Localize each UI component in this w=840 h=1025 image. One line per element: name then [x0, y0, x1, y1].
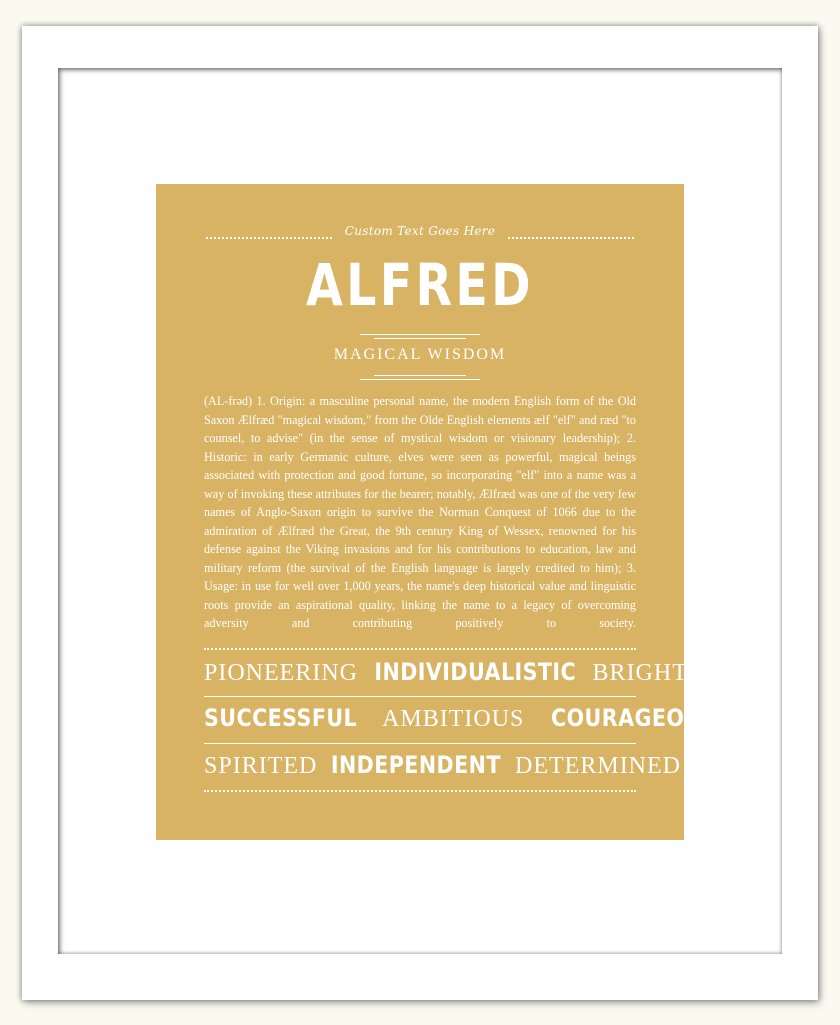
- name-title: ALFRED: [306, 251, 534, 319]
- tagline: Custom Text Goes Here: [344, 224, 496, 238]
- trait-word: PIONEERING: [204, 660, 358, 686]
- trait-word: INDIVIDUALISTIC: [374, 658, 577, 686]
- trait-separator: [204, 696, 636, 697]
- trait-word: COURAGEOUS: [551, 704, 718, 732]
- trait-row: [204, 751, 682, 791]
- name-meaning: MAGICAL WISDOM: [333, 346, 507, 363]
- trait-separator: [204, 743, 636, 744]
- trait-word: SUCCESSFUL: [204, 704, 358, 732]
- trait-row: [204, 658, 688, 698]
- trait-word: DETERMINED: [515, 753, 682, 779]
- trait-word: SPIRITED: [204, 753, 318, 779]
- name-print: [156, 184, 718, 840]
- rule-upper-2: [374, 338, 466, 339]
- rule-lower-1: [374, 375, 466, 376]
- rule-upper-1: [360, 334, 480, 335]
- rule-lower-2: [360, 379, 480, 380]
- dotted-divider-traits-top: [204, 648, 636, 650]
- trait-row: [204, 704, 718, 744]
- trait-word: BRIGHT: [592, 660, 688, 686]
- name-definition: (AL-frəd) 1. Origin: a masculine personal name, the modern English form of the Old Saxon Ælfræd "magical wisdom," from the Olde English elements ælf "elf" and ræd "to counsel, to advise" (in the sense of mystical wisdom or visionary leadership); 2. Historic: in early Germanic culture, elves were seen as powerful, magical beings associated with protection and good fortune, so incorporating "elf" into a name was a way of invoking these attributes for the bearer; notably, Ælfræd was one of the very few names of Anglo-Saxon origin to survive the Norman Conquest of 1066 due to the admiration of Ælfræd the Great, the 9th century King of Wessex, renowned for his defense against the Viking invasions and for his contributions to education, law and military reform (the survival of the English language is largely credited to him); 3. Usage: in use for well over 1,000 years, the name's deep historical value and linguistic roots provide an aspirational quality, linking the name to a legacy of overcoming adversity and contributing positively to society.: [204, 394, 636, 630]
- trait-word: AMBITIOUS: [382, 706, 525, 732]
- dotted-divider-right: [508, 237, 634, 239]
- trait-word: INDEPENDENT: [331, 751, 502, 779]
- dotted-divider-traits-bottom: [204, 790, 636, 792]
